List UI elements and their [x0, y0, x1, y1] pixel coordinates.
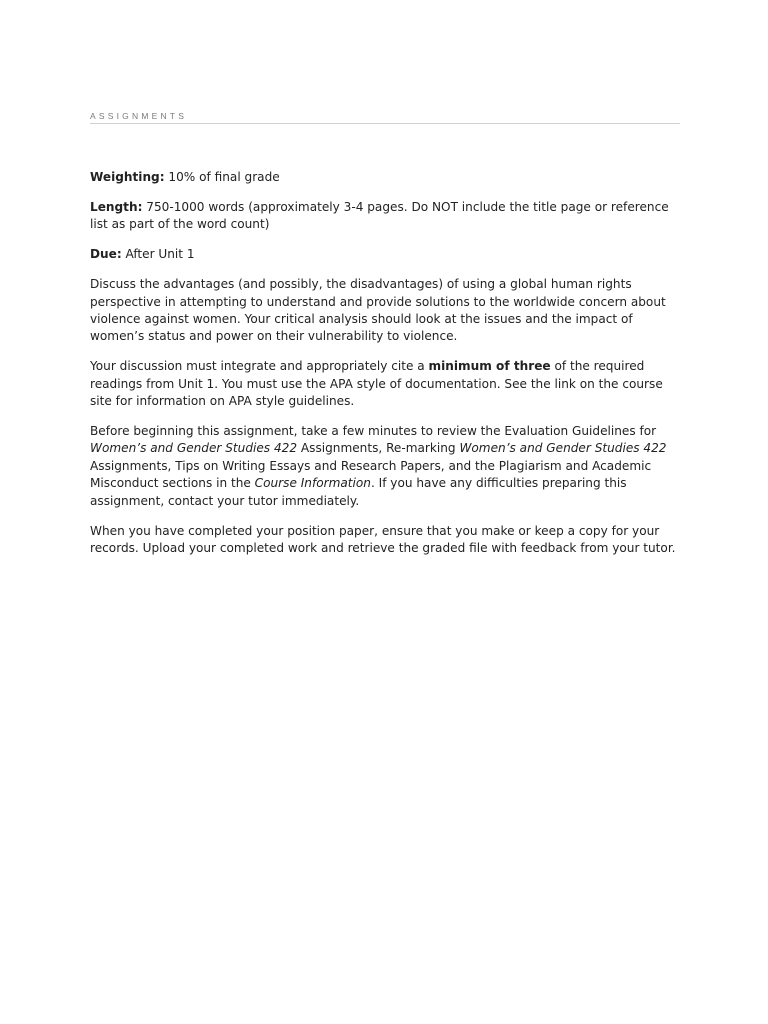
citation-text-end: of the required readings from Unit 1. You must use the APA style of documentation. See the link on the course site for information on APA style guidelines. — [90, 359, 663, 409]
weighting-line — [90, 169, 682, 186]
weighting-value: 10% of final grade — [164, 170, 280, 184]
length-label: Length: — [90, 199, 143, 214]
citation-paragraph — [90, 358, 682, 410]
review-text-4: . If you have any difficulties preparing this assignment, contact your tutor immediately. — [90, 476, 627, 508]
section-label: ASSIGNMENTS — [90, 111, 188, 121]
due-line — [90, 246, 682, 263]
citation-emphasis: minimum of three — [428, 359, 551, 374]
due-value: After Unit 1 — [121, 247, 195, 262]
length-line — [90, 199, 682, 234]
review-text-2: Assignments, Re-marking — [297, 441, 460, 456]
length-value: 750-1000 words (approximately 3-4 pages. Do NOT include the title page or reference list as part of the word count) — [90, 199, 669, 232]
section-header — [90, 111, 680, 124]
due-label: Due: — [90, 247, 122, 262]
citation-text-start: Your discussion must integrate and appropriately cite a — [90, 359, 429, 374]
course-title-2: Women’s and Gender Studies 422 — [459, 441, 667, 456]
course-title-1: Women’s and Gender Studies 422 — [90, 441, 298, 456]
review-text-1: Before beginning this assignment, take a few minutes to review the Evaluation Guidelines for — [90, 423, 657, 438]
assignment-body — [90, 169, 682, 570]
submission-paragraph: When you have completed your position paper, ensure that you make or keep a copy for your records. Upload your completed work and retrieve the graded file with feedback from your tutor. — [90, 523, 676, 555]
course-information-title: Course Information — [254, 476, 371, 491]
review-text-3: Assignments, Tips on Writing Essays and Research Papers, and the Plagiarism and Academic Misconduct sections in the — [90, 458, 652, 491]
weighting-label: Weighting: — [90, 170, 165, 184]
review-paragraph — [90, 423, 682, 510]
discussion-paragraph: Discuss the advantages (and possibly, the disadvantages) of using a global human rights perspective in attempting to understand and provide solutions to the worldwide concern about violence against women. Your critical analysis should look at the issues and the impact of women’s status and power on their vulnerability to violence. — [90, 277, 666, 344]
